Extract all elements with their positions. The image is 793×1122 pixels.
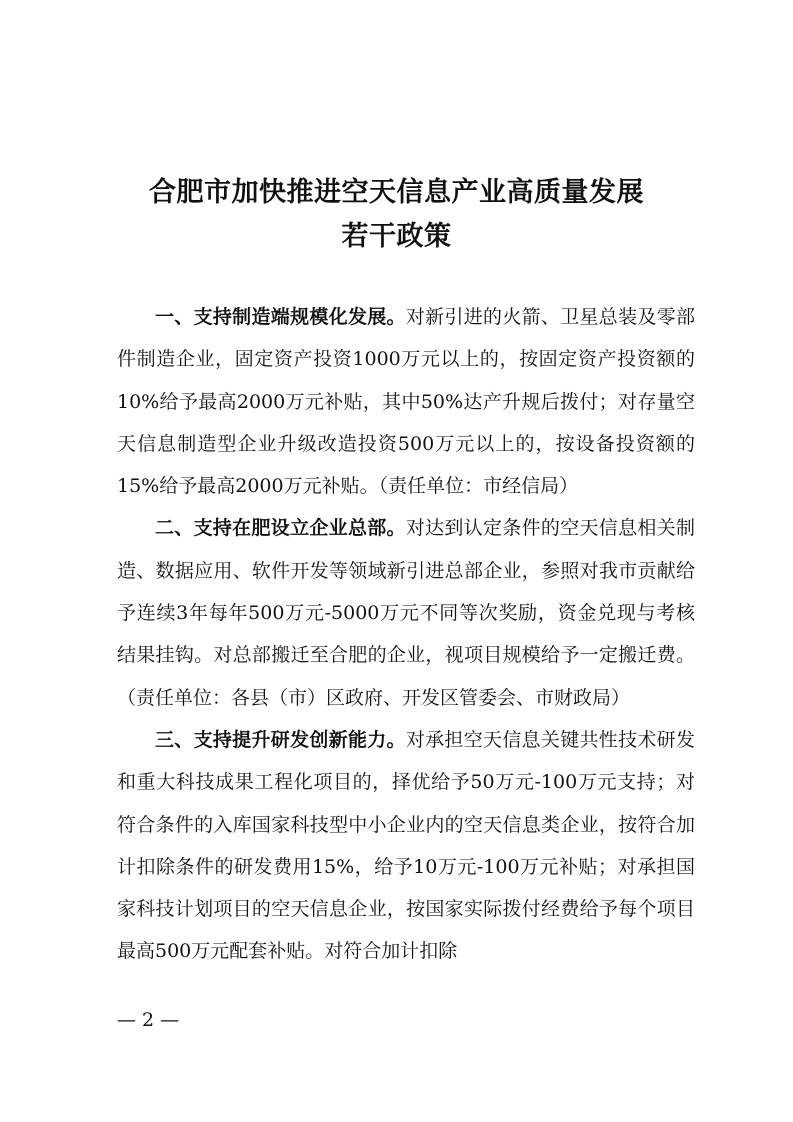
document-body	[117, 296, 695, 973]
policy-paragraph-3	[117, 719, 695, 973]
policy-heading-1: 一、支持制造端规模化发展。	[155, 306, 406, 328]
policy-text-2: 对达到认定条件的空天信息相关制造、数据应用、软件开发等领域新引进总部企业，参照对我市贡献给予连续3年每年500万元-5000万元不同等次奖励，资金兑现与考核结果挂钩。对总部搬迁至合肥的企业，视项目规模给予一定搬迁费。（责任单位：各县（市）区政府、开发区管委会、市财政局）	[117, 517, 695, 709]
policy-paragraph-2	[117, 507, 695, 718]
policy-paragraph-1	[117, 296, 695, 507]
policy-heading-2: 二、支持在肥设立企业总部。	[155, 517, 406, 540]
document-title-line-1: 合肥市加快推进空天信息产业高质量发展	[149, 177, 644, 208]
policy-text-1: 对新引进的火箭、卫星总装及零部件制造企业，固定资产投资1000万元以上的，按固定资产投资额的10%给予最高2000万元补贴，其中50%达产升规后拨付；对存量空天信息制造型企业升级改造投资500万元以上的，按设备投资额的15%给予最高2000万元补贴。（责任单位：市经信局）	[117, 306, 695, 498]
page-number: — 2 —	[117, 1009, 180, 1031]
policy-text-3: 对承担空天信息关键共性技术研发和重大科技成果工程化项目的，择优给予50万元-100万元支持；对符合条件的入库国家科技型中小企业内的空天信息类企业，按符合加计扣除条件的研发费用15%，给予10万元-100万元补贴；对承担国家科技计划项目的空天信息企业，按国家实际拨付经费给予每个项目最高500万元配套补贴。对符合加计扣除	[117, 728, 695, 963]
policy-heading-3: 三、支持提升研发创新能力。	[155, 728, 406, 751]
document-title-line-2: 若干政策	[341, 221, 452, 252]
